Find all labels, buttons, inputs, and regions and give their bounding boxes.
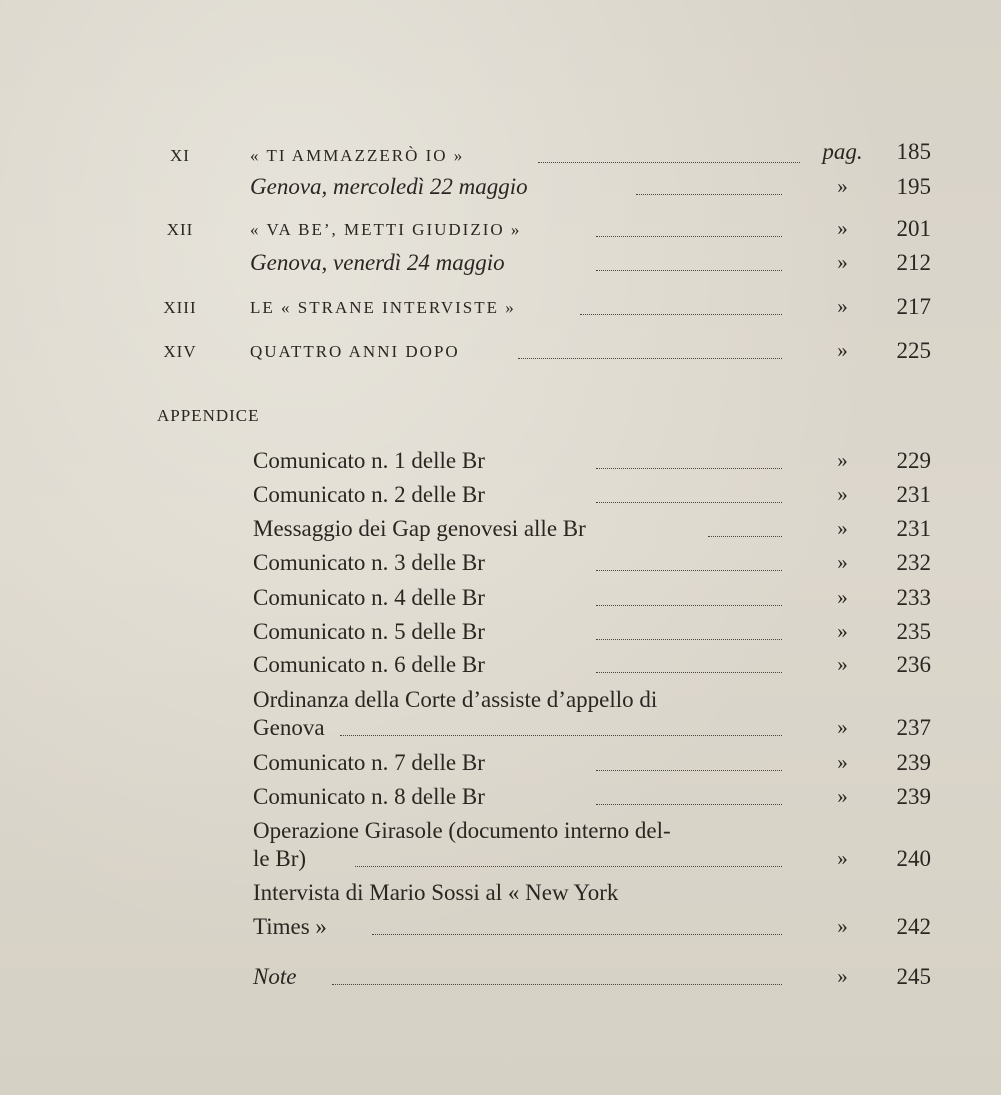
leader-dots [518,358,782,359]
page-marker: » [837,216,848,240]
page-marker: pag. [822,139,863,164]
appendix-heading: APPENDICE [157,406,260,425]
page-marker: » [837,482,848,506]
entry-title-line-1: Intervista di Mario Sossi al « New York [253,880,619,905]
entry-title: Comunicato n. 2 delle Br [253,482,485,507]
page-number: 235 [896,619,931,644]
page-number: 240 [896,846,931,871]
page-marker: » [837,715,848,739]
leader-dots [596,804,782,805]
page-marker: » [837,294,848,318]
page-number: 201 [896,216,931,241]
leader-dots [596,270,782,271]
entry-title: Messaggio dei Gap genovesi alle Br [253,516,586,541]
page-number: 225 [896,338,931,363]
chapter-number: XIII [163,298,197,317]
entry-title: Comunicato n. 1 delle Br [253,448,485,473]
leader-dots [636,194,782,195]
entry-title: Comunicato n. 7 delle Br [253,750,485,775]
leader-dots [596,468,782,469]
chapter-number: XI [170,146,190,165]
entry-title-line-2: Times » [253,914,327,939]
page-marker: » [837,338,848,362]
leader-dots [580,314,782,315]
page-number: 245 [896,964,931,989]
page-number: 239 [896,750,931,775]
entry-title-line-1: Operazione Girasole (documento interno del- [253,818,671,843]
chapter-number: XIV [163,342,197,361]
page-marker: » [837,846,848,870]
leader-dots [596,672,782,673]
page-marker: » [837,784,848,808]
chapter-number: XII [166,220,194,239]
entry-title: Comunicato n. 4 delle Br [253,585,485,610]
page-marker: » [837,448,848,472]
page-marker: » [837,585,848,609]
entry-title: Note [253,964,297,989]
entry-title: Comunicato n. 8 delle Br [253,784,485,809]
page-marker: » [837,174,848,198]
entry-title-line-2: Genova [253,715,325,740]
page-marker: » [837,964,848,988]
leader-dots [596,502,782,503]
leader-dots [340,735,782,736]
chapter-title: « VA BE’, METTI GIUDIZIO » [250,220,522,239]
entry-title: Comunicato n. 5 delle Br [253,619,485,644]
leader-dots [596,770,782,771]
page-number: 239 [896,784,931,809]
page-number: 217 [896,294,931,319]
page-number: 233 [896,585,931,610]
page-number: 212 [896,250,931,275]
page-number: 195 [896,174,931,199]
entry-title-line-1: Ordinanza della Corte d’assiste d’appello di [253,687,658,712]
leader-dots [332,984,782,985]
page-marker: » [837,619,848,643]
chapter-title: QUATTRO ANNI DOPO [250,342,460,361]
leader-dots [708,536,782,537]
entry-title: Comunicato n. 6 delle Br [253,652,485,677]
leader-dots [596,639,782,640]
page-marker: » [837,250,848,274]
page-marker: » [837,550,848,574]
page-number: 185 [896,139,931,164]
page-number: 231 [896,516,931,541]
page-marker: » [837,750,848,774]
leader-dots [596,236,782,237]
page-number: 229 [896,448,931,473]
page-marker: » [837,652,848,676]
section-title: Genova, mercoledì 22 maggio [250,174,528,199]
chapter-title: LE « STRANE INTERVISTE » [250,298,516,317]
leader-dots [372,934,782,935]
page-number: 242 [896,914,931,939]
leader-dots [596,605,782,606]
page-marker: » [837,516,848,540]
page-number: 232 [896,550,931,575]
page-number: 237 [896,715,931,740]
page-number: 231 [896,482,931,507]
section-title: Genova, venerdì 24 maggio [250,250,505,275]
page-number: 236 [896,652,931,677]
chapter-title: « TI AMMAZZERÒ IO » [250,146,465,165]
leader-dots [355,866,782,867]
page-marker: » [837,914,848,938]
leader-dots [596,570,782,571]
entry-title-line-2: le Br) [253,846,307,871]
entry-title: Comunicato n. 3 delle Br [253,550,485,575]
leader-dots [538,162,800,163]
